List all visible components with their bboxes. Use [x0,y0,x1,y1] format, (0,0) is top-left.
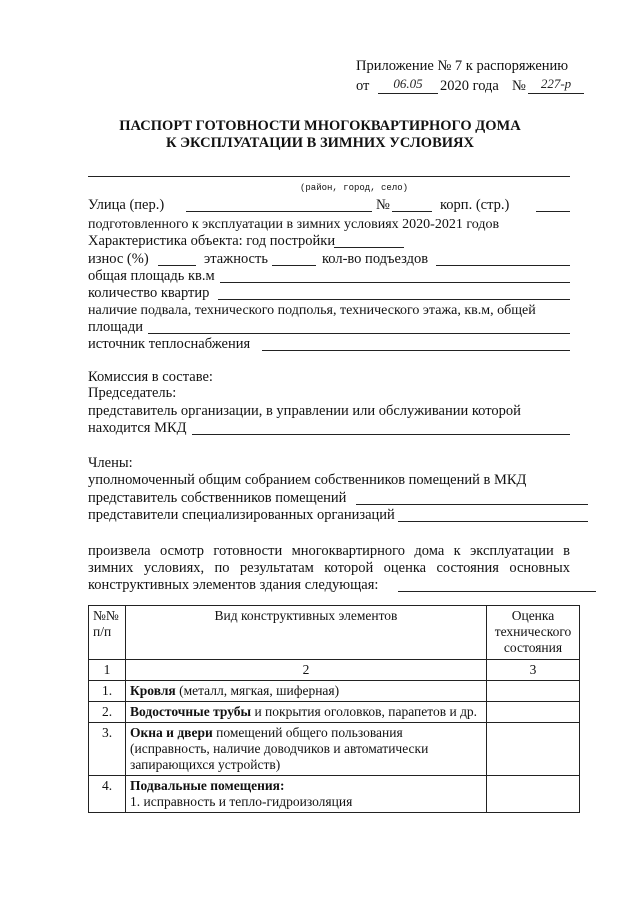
table-row [89,702,580,723]
apartments-line[interactable] [218,299,570,300]
row-number: 4. [89,776,126,813]
row-element [126,681,487,702]
heat-source-label: источник теплоснабжения [88,336,251,352]
org-rep-signature-line[interactable] [192,434,570,435]
row-number: 1. [89,681,126,702]
wear-label: износ (%) [88,251,149,267]
floors-label: этажность [204,251,268,267]
row-assessment[interactable] [487,776,580,813]
appendix-number-line [528,93,584,94]
appendix-year: 2020 года [440,78,499,94]
basement-label-cont: площади [88,319,143,335]
appendix-number-handwritten: 227-р [540,76,572,91]
members-label: Члены: [88,455,133,471]
org-rep-line1: представитель организации, в управлении или обслуживании которой [88,403,521,419]
row-element-rest: и покрытия оголовков, парапетов и др. [251,704,478,719]
inspection-line1: произвела осмотр готовности многоквартирного дома к эксплуатации в [88,543,570,559]
table-header-row [89,606,580,660]
sub-item: 1. исправность и тепло-гидроизоляция [130,794,353,809]
street-label: Улица (пер.) [88,197,165,213]
org-rep-line2: находится МКД [88,420,187,436]
area-label: общая площадь кв.м [88,268,215,284]
row-assessment[interactable] [487,723,580,776]
row-element-bold: Подвальные помещения: [130,778,285,793]
apartments-label: количество квартир [88,285,210,301]
header-assessment: Оценка технического состояния [487,606,580,660]
index-3: 3 [487,660,580,681]
specialized-line[interactable] [398,521,588,522]
korp-label: корп. (стр.) [440,197,510,213]
street-line[interactable] [186,211,372,212]
owners-rep-line[interactable] [356,504,588,505]
entrances-label: кол-во подъездов [322,251,429,267]
characteristic-label: Характеристика объекта: год постройки [88,233,336,249]
row-number: 3. [89,723,126,776]
member-authorized: уполномоченный общим собранием собственников помещений в МКД [88,472,527,488]
commission-heading: Комиссия в составе: [88,369,213,385]
index-1: 1 [89,660,126,681]
index-2: 2 [126,660,487,681]
row-element-bold: Водосточные трубы [130,704,252,719]
row-element-rest: (металл, мягкая, шиферная) [175,683,340,698]
document-title-line2: К ЭКСПЛУАТАЦИИ В ЗИМНИХ УСЛОВИЯХ [166,135,474,151]
floors-line[interactable] [272,265,316,266]
row-number: 2. [89,702,126,723]
wear-line[interactable] [158,265,196,266]
heat-source-line[interactable] [262,350,570,351]
inspection-line2: зимних условиях, по результатам которой оценка состояния основных [88,560,570,576]
table-row [89,776,580,813]
year-built-line[interactable] [334,247,404,248]
appendix-date-handwritten: 06.05 [393,76,423,91]
table-index-row [89,660,580,681]
appendix-date-line [378,93,438,94]
header-number: №№ п/п [89,606,126,660]
row-element-bold: Кровля [130,683,176,698]
member-specialized: представители специализированных организаций [88,507,395,523]
row-element [126,723,487,776]
korp-line[interactable] [536,211,570,212]
table-row [89,723,580,776]
number-line[interactable] [392,211,432,212]
basement-label: наличие подвала, технического подполья, технического этажа, кв.м, общей [88,303,536,318]
location-line [88,176,570,177]
entrances-line[interactable] [436,265,570,266]
appendix-from-label: от [356,78,370,94]
table-row [89,681,580,702]
chair-label: Председатель: [88,385,177,401]
row-element-rest: помещений общего пользования (исправность, наличие доводчиков и автоматически запирающихся устройств) [130,725,429,772]
inspection-line[interactable] [398,591,596,592]
row-assessment[interactable] [487,702,580,723]
prepared-text: подготовленного к эксплуатации в зимних условиях 2020-2021 годов [88,217,500,232]
area-line[interactable] [220,282,570,283]
elements-table [88,605,580,813]
row-element-bold: Окна и двери [130,725,213,740]
document-title-line1: ПАСПОРТ ГОТОВНОСТИ МНОГОКВАРТИРНОГО ДОМА [119,118,521,134]
appendix-line1: Приложение № 7 к распоряжению [356,58,569,74]
basement-line[interactable] [148,333,570,334]
row-element [126,702,487,723]
header-element-type: Вид конструктивных элементов [126,606,487,660]
row-assessment[interactable] [487,681,580,702]
inspection-line3: конструктивных элементов здания следующая: [88,577,379,593]
number-label: № [376,197,390,213]
location-caption: (район, город, село) [300,183,409,193]
row-element [126,776,487,813]
member-owners-rep: представитель собственников помещений [88,490,347,506]
appendix-number-label: № [512,78,526,94]
